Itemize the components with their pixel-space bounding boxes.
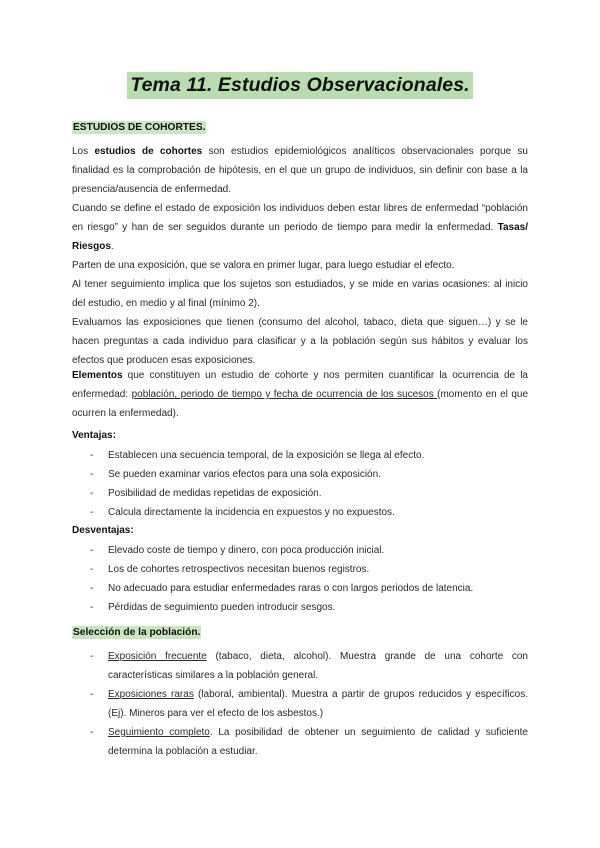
section-heading-seleccion bbox=[72, 627, 201, 638]
bullet-dash: - bbox=[90, 507, 94, 518]
bullet-dash: - bbox=[90, 583, 94, 594]
section-heading-text: ESTUDIOS DE COHORTES. bbox=[73, 122, 206, 133]
intro-text-block bbox=[72, 142, 528, 370]
paragraph-evaluation: Evaluamos las exposiciones que tienen (consumo del alcohol, tabaco, dieta que siguen…) y se le hacen preguntas a cada individuo para clasificar y a la población según sus hábitos y evaluar los efectos que producen esas exposiciones. bbox=[72, 317, 528, 366]
list-item bbox=[72, 598, 528, 617]
paragraph-elements bbox=[72, 366, 528, 423]
text-run: Los bbox=[72, 146, 95, 157]
list-item-text: No adecuado para estudiar enfermedades raras o con largos periodos de latencia. bbox=[108, 583, 474, 594]
underlined-term: Exposiciones raras bbox=[108, 689, 194, 700]
list-item-body bbox=[108, 723, 528, 761]
list-item-text: (tabaco, dieta, alcohol). Muestra grande de una cohorte con características similares a la población general. bbox=[108, 651, 528, 681]
underlined-term: Seguimiento completo bbox=[108, 727, 210, 738]
desventajas-list bbox=[72, 541, 528, 617]
bullet-dash: - bbox=[90, 727, 94, 738]
list-item bbox=[72, 579, 528, 598]
text-run: (momento en el que ocurren la enfermedad). bbox=[72, 389, 528, 419]
underlined-term: población, periodo de tiempo y fecha de ocurrencia de los sucesos bbox=[131, 389, 438, 400]
paragraph-exposure-state bbox=[72, 199, 528, 256]
list-item bbox=[72, 484, 528, 503]
bullet-dash: - bbox=[90, 564, 94, 575]
list-item-text: Los de cohortes retrospectivos necesitan buenos registros. bbox=[108, 564, 370, 575]
list-item-body bbox=[108, 685, 528, 723]
section-heading-cohortes bbox=[72, 122, 206, 133]
bullet-dash: - bbox=[90, 545, 94, 556]
text-run: son estudios epidemiológicos analíticos observacionales porque su finalidad es la comprobación de hipótesis, en el que un grupo de individuos, sin definir con base a la presencia/ausencia de enfermedad. bbox=[72, 146, 528, 195]
list-item bbox=[72, 647, 528, 685]
list-item-text: Se pueden examinar varios efectos para una sola exposición. bbox=[108, 469, 381, 480]
list-item bbox=[72, 446, 528, 465]
list-item-body bbox=[108, 647, 528, 685]
ventajas-list bbox=[72, 446, 528, 522]
paragraph-exposure-first: Parten de una exposición, que se valora en primer lugar, para luego estudiar el efecto. bbox=[72, 260, 455, 271]
bold-term: Elementos bbox=[72, 370, 123, 381]
title-wrap bbox=[0, 72, 600, 99]
bullet-dash: - bbox=[90, 488, 94, 499]
bullet-dash: - bbox=[90, 602, 94, 613]
list-item bbox=[72, 685, 528, 723]
list-item-text: (laboral, ambiental). Muestra a partir de grupos reducidos y específicos. (Ej). Mineros para ver el efecto de los asbestos.) bbox=[108, 689, 528, 719]
text-run: Cuando se define el estado de exposición los individuos deben estar libres de enfermedad “población en riesgo” y han de ser seguidos durante un periodo de tiempo para medir la enfermedad. bbox=[72, 203, 528, 233]
list-item bbox=[72, 560, 528, 579]
list-item-text: Posibilidad de medidas repetidas de exposición. bbox=[108, 488, 322, 499]
bullet-dash: - bbox=[90, 450, 94, 461]
list-item-text: Establecen una secuencia temporal, de la exposición se llega al efecto. bbox=[108, 450, 425, 461]
text-run: . bbox=[110, 241, 114, 252]
page-title: Tema 11. Estudios Observacionales. bbox=[127, 72, 472, 99]
bullet-dash: - bbox=[90, 651, 94, 662]
paragraph-follow-up: Al tener seguimiento implica que los sujetos son estudiados, y se mide en varias ocasiones: al inicio del estudio, en medio y al final (mínimo 2). bbox=[72, 279, 528, 309]
list-item bbox=[72, 503, 528, 522]
bold-term: Tasas/ Riesgos bbox=[72, 222, 528, 252]
list-item-text: Elevado coste de tiempo y dinero, con poca producción inicial. bbox=[108, 545, 385, 556]
list-item bbox=[72, 465, 528, 484]
bullet-dash: - bbox=[90, 689, 94, 700]
desventajas-label: Desventajas: bbox=[72, 525, 134, 536]
list-item bbox=[72, 541, 528, 560]
underlined-term: Exposición frecuente bbox=[108, 651, 207, 662]
section-heading-text: Selección de la población. bbox=[73, 627, 201, 638]
bold-term: estudios de cohortes bbox=[94, 146, 203, 157]
list-item-text: Calcula directamente la incidencia en expuestos y no expuestos. bbox=[108, 507, 395, 518]
bullet-dash: - bbox=[90, 469, 94, 480]
list-item-text: . La posibilidad de obtener un seguimiento de calidad y suficiente determina la población a estudiar. bbox=[108, 727, 528, 757]
ventajas-label: Ventajas: bbox=[72, 430, 116, 441]
seleccion-list bbox=[72, 647, 528, 761]
text-run: que constituyen un estudio de cohorte y nos permiten cuantificar la ocurrencia de la enfermedad: bbox=[72, 370, 528, 400]
list-item-text: Pérdidas de seguimiento pueden introducir sesgos. bbox=[108, 602, 336, 613]
elements-text-block bbox=[72, 366, 528, 423]
paragraph-definition bbox=[72, 142, 528, 199]
list-item bbox=[72, 723, 528, 761]
